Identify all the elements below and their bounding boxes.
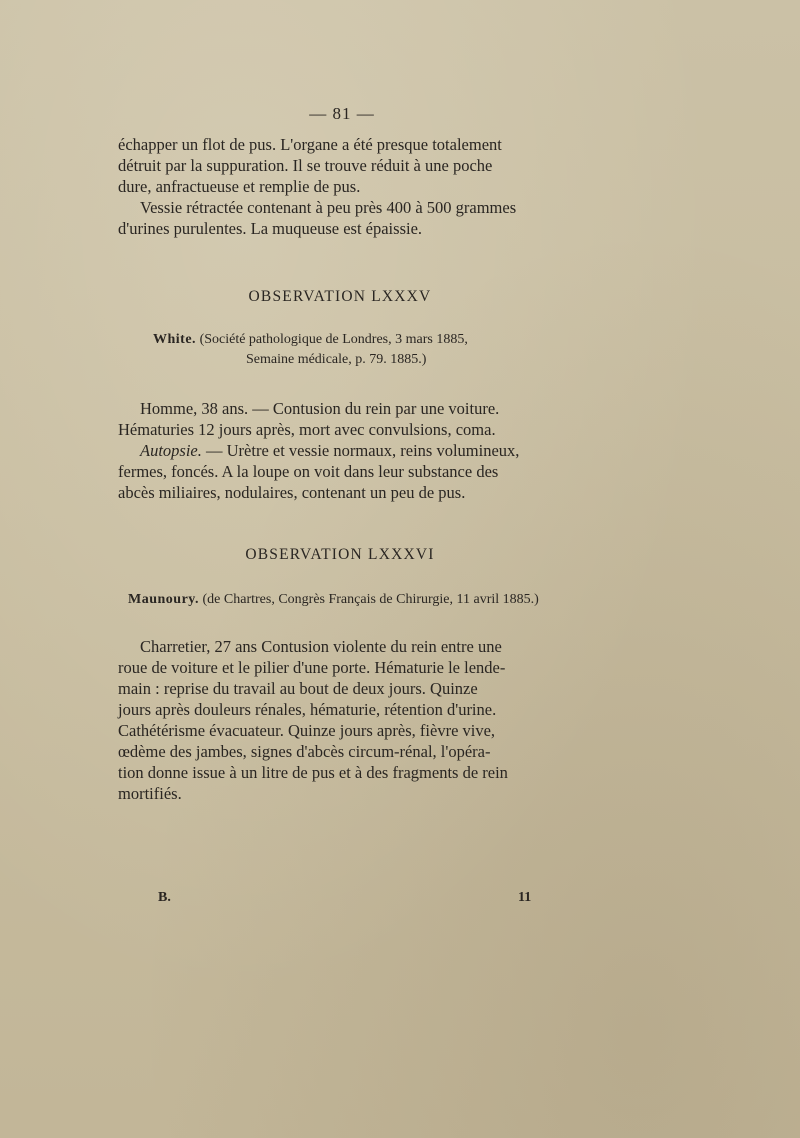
text-line: main : reprise du travail au bout de deux jours. Quinze [118,679,478,698]
observation-85-author: White. [153,332,197,347]
text-line: jours après douleurs rénales, hématurie, rétention d'urine. [118,700,497,719]
observation-86-author: Maunoury. [128,592,200,607]
page-number: — 81 — [309,104,375,123]
text-line: échapper un flot de pus. L'organe a été presque totalement [118,135,502,154]
citation-line: (de Chartres, Congrès Français de Chirurgie, 11 avril 1885.) [202,592,539,607]
text-line: Charretier, 27 ans Contusion violente du rein entre une [140,637,502,656]
text-line: détruit par la suppuration. Il se trouve réduit à une poche [118,156,493,175]
text-line: dure, anfractueuse et remplie de pus. [118,177,361,196]
text-line: Vessie rétractée contenant à peu près 400 à 500 grammes [140,198,517,217]
continuation-paragraph [118,134,560,239]
autopsie-line [118,440,560,461]
citation-line: (Société pathologique de Londres, 3 mars 1885, [199,332,468,347]
text-line: Homme, 38 ans. — Contusion du rein par une voiture. [140,399,500,418]
text-line: — Urètre et vessie normaux, reins volumineux, [201,441,520,460]
text-line: d'urines purulentes. La muqueuse est épaissie. [118,219,423,238]
text-line: Cathétérisme évacuateur. Quinze jours après, fièvre vive, [118,721,496,740]
observation-86-title: OBSERVATION LXXXVI [245,546,435,563]
text-line: abcès miliaires, nodulaires, contenant un peu de pus. [118,483,466,502]
observation-86-text [118,636,560,804]
observation-85-title: OBSERVATION LXXXV [248,288,432,305]
text-line: mortifiés. [118,784,182,803]
observation-85-text [118,398,560,503]
text-line: Hématuries 12 jours après, mort avec convulsions, coma. [118,420,496,439]
text-line: tion donne issue à un litre de pus et à des fragments de rein [118,763,508,782]
text-line: roue de voiture et le pilier d'une porte. Hématurie le lende- [118,658,506,677]
sheet-number: 11 [518,890,532,905]
text-line: fermes, foncés. A la loupe on voit dans leur substance des [118,462,499,481]
observation-85-citation [153,330,468,350]
signature-mark: B. [158,890,171,905]
autopsie-label: Autopsie. [140,441,202,460]
observation-86-citation [128,590,539,610]
observation-85-citation-2: Semaine médicale, p. 79. 1885.) [246,352,427,367]
text-line: œdème des jambes, signes d'abcès circum-rénal, l'opéra- [118,742,491,761]
